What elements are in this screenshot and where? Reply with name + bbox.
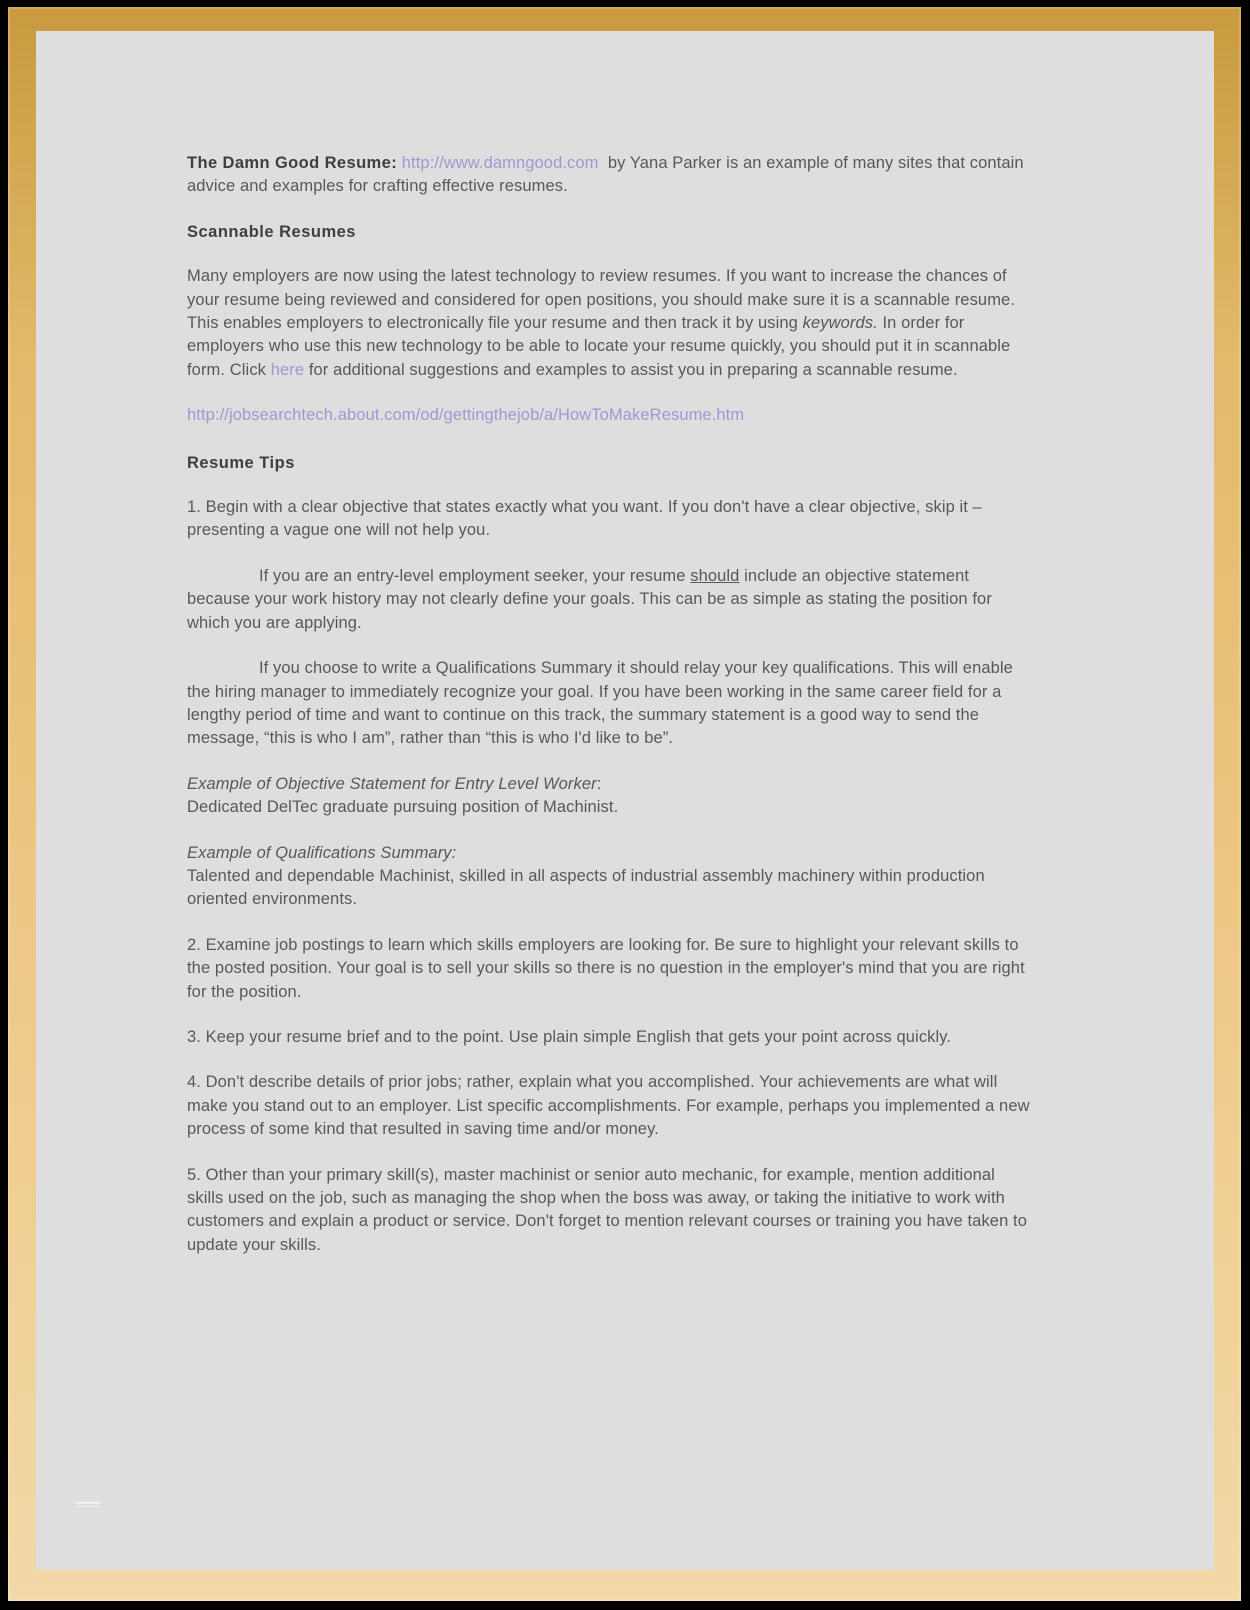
heading-resume-tips: Resume Tips <box>187 453 295 472</box>
here-link[interactable]: here <box>270 360 305 379</box>
tip-item-2: 2. Examine job postings to learn which skills employers are looking for. Be sure to highlight your relevant skills to the posted position. Your goal is to sell your skills so there is no question in the employer's mind that you are right for the position. <box>187 935 1025 1001</box>
document-text-body <box>187 152 1032 1279</box>
document-page <box>36 31 1214 1570</box>
damn-good-resume-description: by Yana Parker is an example of many sites that contain advice and examples for crafting effective resumes. <box>187 154 1024 196</box>
tip-1-subparagraph-entry-level <box>187 565 1032 635</box>
heading-scannable-resumes: Scannable Resumes <box>187 222 356 241</box>
should-underlined: should <box>690 566 740 585</box>
scan-artifact-mark <box>75 1500 101 1509</box>
scannable-text-part-1: Many employers are now using the latest technology to review resumes. If you want to increase the chances of your resume being reviewed and considered for open positions, you should make sure it is a scannable resume. This enables employers to electronically file your resume and then track it by using <box>187 267 1016 333</box>
entry-level-text-part-2: include an objective statement because your work history may not clearly define your goals. This can be as simple as stating the position for which you are applying. <box>187 566 992 632</box>
damngood-url-link[interactable]: http://www.damngood.com <box>401 154 599 172</box>
damn-good-resume-label: The Damn Good Resume: <box>187 154 398 172</box>
example-summary-title: Example of Qualifications Summary: <box>187 843 457 862</box>
scannable-text-part-2: In order for employers who use this new technology to be able to locate your resume quickly, you should put it in scannable form. Click <box>187 314 1011 379</box>
scannable-keywords-emphasis: keywords. <box>802 314 878 333</box>
paragraph-scannable-resumes <box>187 265 1032 382</box>
about-com-url-link[interactable]: http://jobsearchtech.about.com/od/gettingthejob/a/HowToMakeResume.htm <box>187 406 745 425</box>
tip-item-4: 4. Don't describe details of prior jobs; rather, explain what you accomplished. Your achievements are what will make you stand out to an employer. List specific accomplishments. For example, perhaps you implemented a new process of some kind that resulted in saving time and/or money. <box>187 1073 1030 1139</box>
example-objective-colon: : <box>596 774 602 793</box>
example-summary-body: Talented and dependable Machinist, skilled in all aspects of industrial assembly machinery within production oriented environments. <box>187 866 985 909</box>
example-objective-title: Example of Objective Statement for Entry Level Worker <box>187 774 597 793</box>
paragraph-damn-good-resume <box>187 152 1032 199</box>
example-objective-statement <box>187 773 1032 820</box>
entry-level-text-part-1: If you are an entry-level employment seeker, your resume <box>259 566 691 585</box>
example-qualifications-summary <box>187 842 1032 912</box>
tip-item-3: 3. Keep your resume brief and to the point. Use plain simple English that gets your point across quickly. <box>187 1027 952 1046</box>
example-summary-title-line <box>187 842 1032 865</box>
tip-item-5: 5. Other than your primary skill(s), master machinist or senior auto mechanic, for example, mention additional skills used on the job, such as managing the shop when the boss was away, or taking the initiative to work with customers and explain a product or service. Don't forget to mention relevant courses or training you have taken to update your skills. <box>187 1165 1027 1254</box>
scannable-text-part-3: for additional suggestions and examples to assist you in preparing a scannable resume. <box>304 360 958 379</box>
example-objective-body: Dedicated DelTec graduate pursuing position of Machinist. <box>187 798 619 817</box>
tip-item-1: 1. Begin with a clear objective that states exactly what you want. If you don't have a clear objective, skip it – presenting a vague one will not help you. <box>187 498 982 540</box>
example-objective-title-line <box>187 773 1032 796</box>
tip-1-subparagraph-qualifications-summary: If you choose to write a Qualifications Summary it should relay your key qualifications. This will enable the hiring manager to immediately recognize your goal. If you have been working in the same career field for a lengthy period of time and want to continue on this track, the summary statement is a good way to send the message, “this is who I am”, rather than “this is who I'd like to be”. <box>187 659 1013 748</box>
